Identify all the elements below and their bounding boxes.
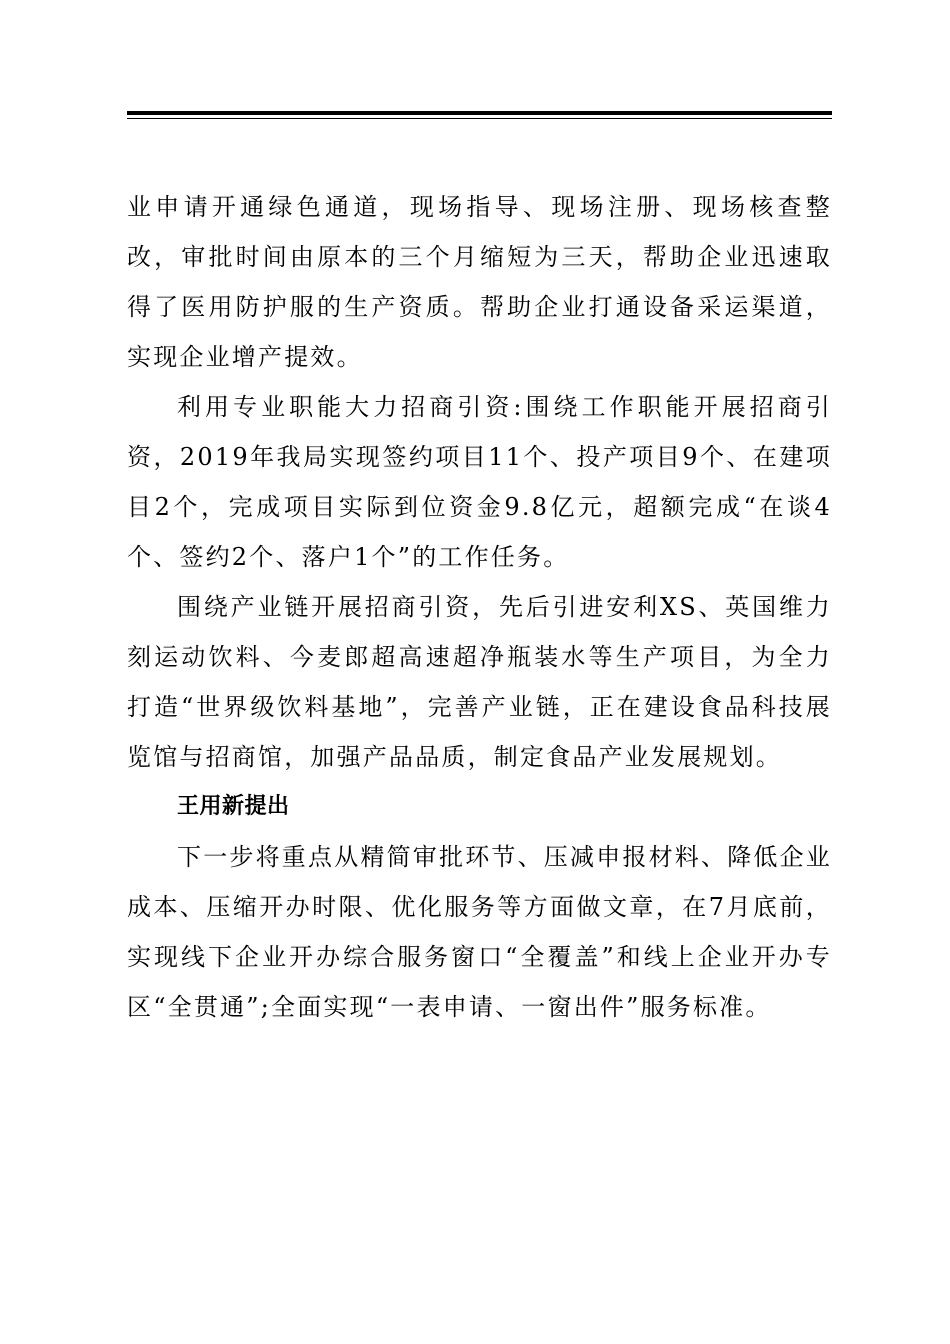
paragraph-1: 业申请开通绿色通道，现场指导、现场注册、现场核查整改，审批时间由原本的三个月缩短为三天，帮助企业迅速取得了医用防护服的生产资质。帮助企业打通设备采运渠道，实现企业增产提效。 <box>127 193 832 371</box>
header-double-rule <box>127 111 832 120</box>
header-rule-thin-line <box>127 118 832 119</box>
paragraph-3: 围绕产业链开展招商引资，先后引进安利XS、英国维力刻运动饮料、今麦郎超高速超净瓶装水等生产项目，为全力打造“世界级饮料基地”，完善产业链，正在建设食品科技展览馆与招商馆，加强产品品质，制定食品产业发展规划。 <box>127 593 832 771</box>
header-rule-thick-line <box>127 111 832 115</box>
document-body <box>127 182 832 1032</box>
paragraph-2: 利用专业职能大力招商引资:围绕工作职能开展招商引资，2019年我局实现签约项目11个、投产项目9个、在建项目2个，完成项目实际到位资金9.8亿元，超额完成“在谈4个、签约2个、落户1个”的工作任务。 <box>127 393 832 571</box>
section-heading: 王用新提出 <box>177 794 290 819</box>
paragraph-4: 下一步将重点从精简审批环节、压减申报材料、降低企业成本、压缩开办时限、优化服务等方面做文章，在7月底前，实现线下企业开办综合服务窗口“全覆盖”和线上企业开办专区“全贯通”;全面实现“一表申请、一窗出件”服务标准。 <box>127 843 832 1021</box>
